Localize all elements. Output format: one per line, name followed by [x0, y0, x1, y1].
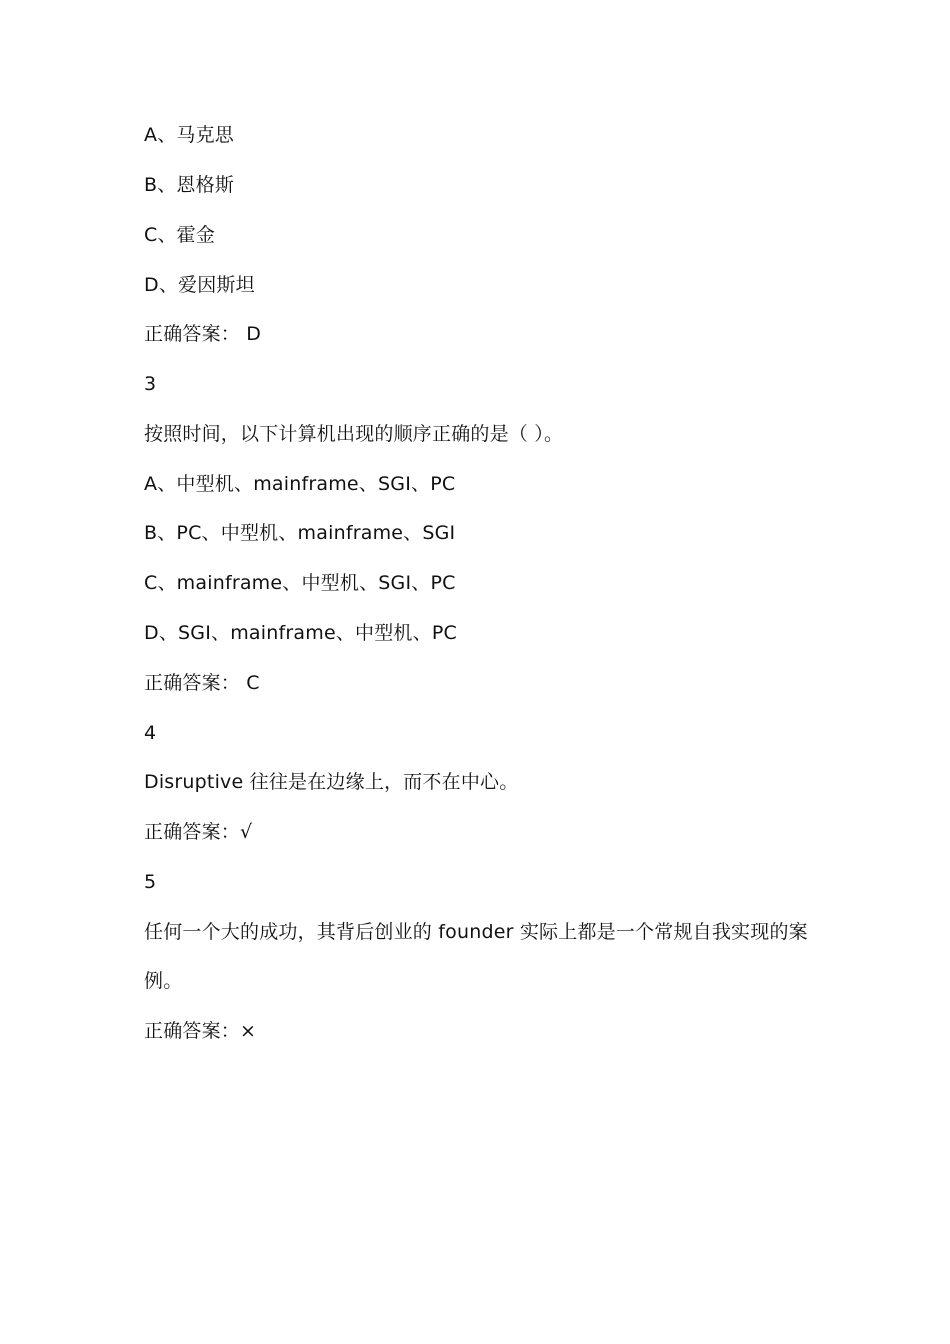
q3-number: 3: [144, 373, 157, 395]
q2-option-d: D、爱因斯坦: [144, 274, 255, 296]
q4-number: 4: [144, 722, 157, 744]
q3-answer: 正确答案： C: [144, 672, 260, 694]
q5-question-line-1: 任何一个大的成功，其背后创业的 founder 实际上都是一个常规自我实现的案: [144, 921, 808, 943]
q3-option-d: D、SGI、mainframe、中型机、PC: [144, 622, 457, 644]
q3-question: 按照时间，以下计算机出现的顺序正确的是（ ）。: [144, 423, 564, 445]
q5-question-line-2: 例。: [144, 970, 183, 992]
q2-option-a: A、马克思: [144, 124, 234, 146]
q2-option-c: C、霍金: [144, 224, 216, 246]
q4-question: Disruptive 往往是在边缘上，而不在中心。: [144, 771, 519, 793]
q3-option-b: B、PC、中型机、mainframe、SGI: [144, 522, 456, 544]
q2-answer: 正确答案： D: [144, 323, 262, 345]
q4-answer: 正确答案：√: [144, 821, 253, 843]
q5-answer: 正确答案：×: [144, 1020, 257, 1042]
q5-number: 5: [144, 871, 157, 893]
q2-option-b: B、恩格斯: [144, 174, 235, 196]
q3-option-c: C、mainframe、中型机、SGI、PC: [144, 572, 456, 594]
q3-option-a: A、中型机、mainframe、SGI、PC: [144, 473, 456, 495]
